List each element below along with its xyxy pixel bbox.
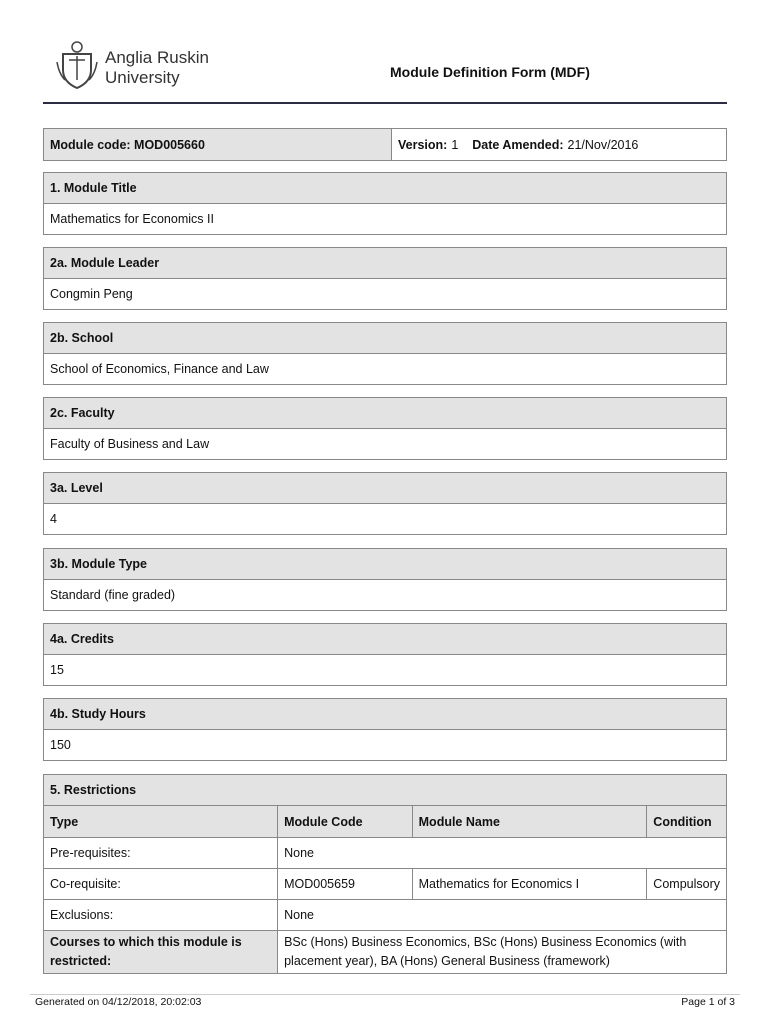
column-header: Condition xyxy=(647,806,726,838)
version-label: Version: xyxy=(398,137,448,152)
footer-divider xyxy=(30,994,740,995)
row-type: Pre-requisites: xyxy=(44,838,278,869)
section-heading: 2a. Module Leader xyxy=(44,248,726,279)
column-header: Module Name xyxy=(412,806,647,838)
row-type: Co-requisite: xyxy=(44,869,278,900)
generated-timestamp: Generated on 04/12/2018, 20:02:03 xyxy=(35,996,202,1008)
row-code: None xyxy=(278,838,726,869)
section-value: Congmin Peng xyxy=(50,287,133,301)
section-value: Faculty of Business and Law xyxy=(50,437,210,451)
row-type: Exclusions: xyxy=(44,900,278,931)
page-header xyxy=(0,0,770,105)
table-row xyxy=(44,900,726,931)
header-divider xyxy=(43,102,727,104)
section-heading: 3b. Module Type xyxy=(44,549,726,580)
section-module-title xyxy=(43,172,727,235)
document-title: Module Definition Form (MDF) xyxy=(390,64,590,80)
row-module-name: Mathematics for Economics I xyxy=(412,869,647,900)
table-row xyxy=(44,869,726,900)
section-restrictions xyxy=(43,774,727,974)
column-header: Module Code xyxy=(278,806,413,838)
logo-line-2: University xyxy=(105,68,180,87)
university-logo xyxy=(55,40,225,92)
table-row xyxy=(44,931,726,974)
row-type: Courses to which this module is restricted: xyxy=(44,931,278,974)
section-value: School of Economics, Finance and Law xyxy=(50,362,269,376)
row-code: None xyxy=(278,900,726,931)
section-value: Mathematics for Economics II xyxy=(50,212,214,226)
date-label: Date Amended: xyxy=(472,137,564,152)
row-condition: Compulsory xyxy=(647,869,726,900)
section-heading: 5. Restrictions xyxy=(44,775,726,805)
version-value: 1 xyxy=(451,137,459,152)
table-header-row xyxy=(44,806,726,838)
section-heading: 4a. Credits xyxy=(44,624,726,655)
module-code-row xyxy=(43,128,727,161)
section-heading: 4b. Study Hours xyxy=(44,699,726,730)
section-value: 15 xyxy=(50,663,64,677)
section-heading: 2c. Faculty xyxy=(44,398,726,429)
section-heading: 1. Module Title xyxy=(44,173,726,204)
section-heading: 2b. School xyxy=(44,323,726,354)
section-level xyxy=(43,472,727,535)
row-code: MOD005659 xyxy=(278,869,413,900)
version-date xyxy=(392,129,726,160)
section-study-hours xyxy=(43,698,727,761)
section-heading: 3a. Level xyxy=(44,473,726,504)
logo-line-1: Anglia Ruskin xyxy=(105,48,209,67)
column-header: Type xyxy=(44,806,278,838)
section-value: 4 xyxy=(50,512,57,526)
date-value: 21/Nov/2016 xyxy=(567,137,639,152)
section-module-type xyxy=(43,548,727,611)
section-school xyxy=(43,322,727,385)
section-value: Standard (fine graded) xyxy=(50,588,176,602)
section-value: 150 xyxy=(50,738,71,752)
section-credits xyxy=(43,623,727,686)
table-row xyxy=(44,838,726,869)
row-courses: BSc (Hons) Business Economics, BSc (Hons) Business Economics (with placement year), BA (Hons) General Business (framework) xyxy=(278,931,726,974)
restrictions-table xyxy=(44,805,726,973)
crest-icon xyxy=(55,40,99,90)
module-code: Module code: MOD005660 xyxy=(44,129,392,160)
section-faculty xyxy=(43,397,727,460)
section-module-leader xyxy=(43,247,727,310)
page-number: Page 1 of 3 xyxy=(681,996,735,1008)
